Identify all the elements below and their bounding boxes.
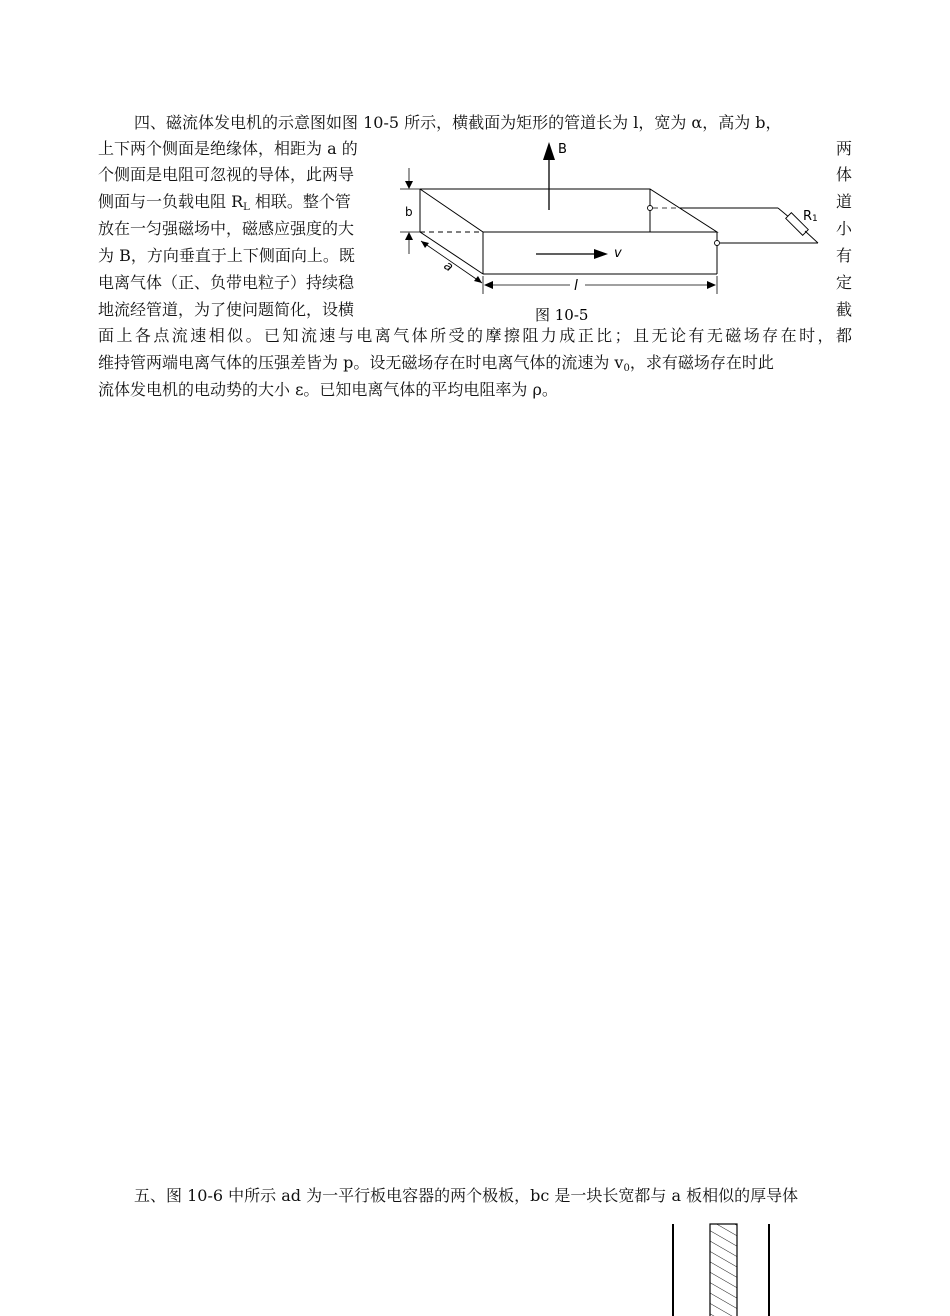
label-l: l [574,278,578,294]
label-B: B [558,142,567,157]
velocity-arrowhead [594,249,608,259]
terminal-node [648,206,653,211]
problem4-full-line: 面上各点流速相似。已知流速与电离气体所受的摩擦阻力成正比；且无论有无磁场存在时，都 [98,326,852,345]
problem4-right-char: 截 [835,300,852,319]
b-field-arrowhead [543,142,555,160]
problem4-right-char: 体 [835,165,852,184]
figure-10-6 [660,1220,790,1316]
terminal-node [715,241,720,246]
problem4-left-line: 上下两个侧面是绝缘体，相距为 a 的 [98,139,358,158]
problem4-left-line: 放在一匀强磁场中，磁感应强度的大 [98,219,355,238]
problem4-left-line: 个侧面是电阻可忽视的导体，此两导 [98,165,355,184]
label-R: R1 [803,209,818,224]
problem4-left-line: 电离气体（正、负带电粒子）持续稳 [98,273,355,292]
figure-caption: 图 10-5 [535,306,589,324]
label-b: b [405,205,413,219]
figure-10-5 [395,138,835,328]
problem5-line1: 五、图 10-6 中所示 ad 为一平行板电容器的两个极板，bc 是一块长宽都与 a 板相似的厚导体 [134,1186,799,1205]
problem4-full-line: 维持管两端电离气体的压强差皆为 p。设无磁场存在时电离气体的流速为 $v_0$，求有磁场存在时此 [98,353,774,374]
problem4-left-line: 为 B，方向垂直于上下侧面向上。既 [98,246,355,265]
problem4-full-line: 流体发电机的电动势的大小 ε。已知电离气体的平均电阻率为 ρ。 [98,380,558,399]
thick-conductor-bc [710,1224,737,1316]
problem4-line1: 四、磁流体发电机的示意图如图 10-5 所示，横截面为矩形的管道长为 l，宽为 α，高为 b， [134,113,782,132]
problem4-left-line: 侧面与一负载电阻 $R_L$ 相联。整个管 [98,192,351,213]
problem4-left-line: 地流经管道，为了使问题简化，设横 [98,300,355,319]
duct-top-face [420,189,717,232]
problem4-right-char: 小 [835,219,852,238]
label-a: a [440,258,456,276]
problem4-right-char: 道 [835,192,852,211]
problem4-right-char: 定 [835,273,852,292]
problem4-right-char: 有 [835,246,852,265]
label-v: v [614,246,622,261]
problem4-right-char: 两 [835,139,852,158]
